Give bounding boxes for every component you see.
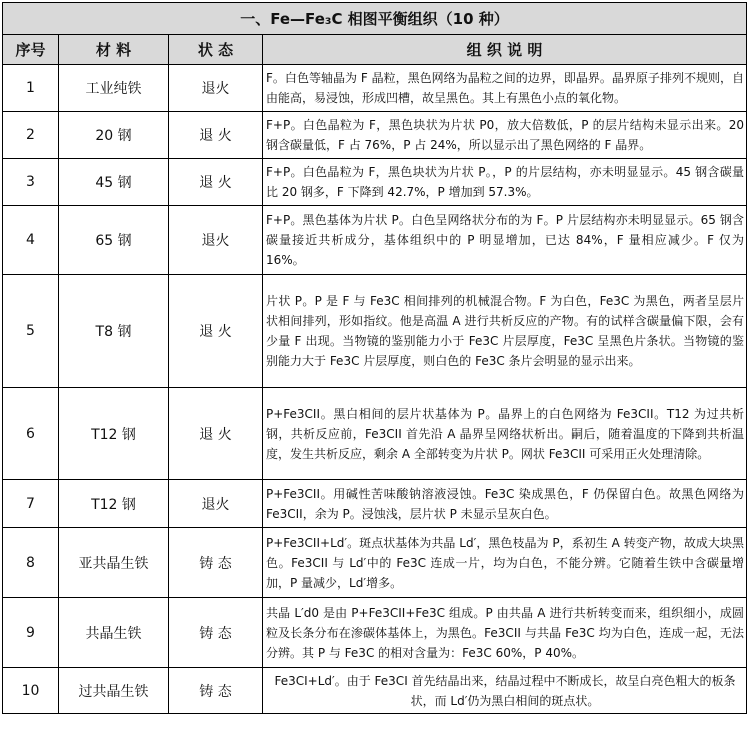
row-material: 20 钢 bbox=[59, 112, 169, 159]
row-state: 退火 bbox=[169, 480, 263, 528]
structure-table bbox=[2, 2, 747, 714]
row-number: 5 bbox=[3, 275, 59, 388]
structure-table-container bbox=[2, 2, 746, 714]
row-material: 过共晶生铁 bbox=[59, 668, 169, 714]
row-material: T12 钢 bbox=[59, 388, 169, 480]
table-row bbox=[3, 65, 747, 112]
header-state: 状 态 bbox=[169, 35, 263, 65]
row-number: 9 bbox=[3, 598, 59, 668]
row-material: 工业纯铁 bbox=[59, 65, 169, 112]
row-state: 退 火 bbox=[169, 275, 263, 388]
row-state: 铸 态 bbox=[169, 668, 263, 714]
row-state: 退 火 bbox=[169, 388, 263, 480]
row-material: 共晶生铁 bbox=[59, 598, 169, 668]
row-description: F。白色等轴晶为 F 晶粒，黑色网络为晶粒之间的边界，即晶界。晶界原子排列不规则，自由能高，易浸蚀，形成凹槽，故呈黑色。其上有黑色小点的氧化物。 bbox=[263, 65, 747, 112]
table-row bbox=[3, 159, 747, 206]
table-title: 一、Fe—Fe₃C 相图平衡组织（10 种） bbox=[3, 3, 747, 35]
row-state: 退 火 bbox=[169, 112, 263, 159]
row-description: F+P。黑色基体为片状 P。白色呈网络状分布的为 F。P 片层结构亦未明显显示。65 钢含碳量接近共析成分，基体组织中的 P 明显增加，已达 84%，F 量相应减少。F 仅为 16%。 bbox=[263, 206, 747, 275]
row-description: 共晶 L′d0 是由 P+Fe3CII+Fe3C 组成。P 由共晶 A 进行共析转变而来，组织细小，成圆粒及长条分布在渗碳体基体上，为黑色。Fe3CII 与共晶 Fe3C 均为白色，连成一起，无法分辨。其 P 与 Fe3C 的相对含量为：Fe3C 60%，P 40%。 bbox=[263, 598, 747, 668]
header-description: 组 织 说 明 bbox=[263, 35, 747, 65]
row-number: 7 bbox=[3, 480, 59, 528]
table-row bbox=[3, 598, 747, 668]
table-row bbox=[3, 668, 747, 714]
row-material: 亚共晶生铁 bbox=[59, 528, 169, 598]
table-row bbox=[3, 388, 747, 480]
table-row bbox=[3, 480, 747, 528]
header-num: 序号 bbox=[3, 35, 59, 65]
row-number: 10 bbox=[3, 668, 59, 714]
row-description: F+P。白色晶粒为 F，黑色块状为片状 P0，放大倍数低，P 的层片结构未显示出来。20 钢含碳量低，F 占 76%，P 占 24%，所以显示出了黑色网络的 F 晶界。 bbox=[263, 112, 747, 159]
row-number: 3 bbox=[3, 159, 59, 206]
row-number: 8 bbox=[3, 528, 59, 598]
title-row bbox=[3, 3, 747, 35]
row-number: 4 bbox=[3, 206, 59, 275]
row-description: P+Fe3CII。用碱性苦味酸钠溶液浸蚀。Fe3C 染成黑色，F 仍保留白色。故黑色网络为 Fe3CII，余为 P。浸蚀浅，层片状 P 未显示呈灰白色。 bbox=[263, 480, 747, 528]
row-state: 铸 态 bbox=[169, 528, 263, 598]
row-material: T8 钢 bbox=[59, 275, 169, 388]
row-description: Fe3CI+Ld′。由于 Fe3CI 首先结晶出来，结晶过程中不断成长，故呈白亮色粗大的板条状，而 Ld′仍为黑白相间的斑点状。 bbox=[263, 668, 747, 714]
row-number: 2 bbox=[3, 112, 59, 159]
row-material: 65 钢 bbox=[59, 206, 169, 275]
row-description: P+Fe3CII+Ld′。斑点状基体为共晶 Ld′，黑色枝晶为 P，系初生 A 转变产物，故成大块黑色。Fe3CII 与 Ld′中的 Fe3C 连成一片，均为白色，不能分辨。它随着生铁中含碳量增加，P 量减少，Ld′增多。 bbox=[263, 528, 747, 598]
table-row bbox=[3, 275, 747, 388]
row-description: F+P。白色晶粒为 F，黑色块状为片状 P。，P 的片层结构，亦未明显显示。45 钢含碳量比 20 钢多，F 下降到 42.7%，P 增加到 57.3%。 bbox=[263, 159, 747, 206]
row-number: 1 bbox=[3, 65, 59, 112]
row-material: 45 钢 bbox=[59, 159, 169, 206]
row-state: 退火 bbox=[169, 65, 263, 112]
table-row bbox=[3, 528, 747, 598]
row-description: P+Fe3CII。黑白相间的层片状基体为 P。晶界上的白色网络为 Fe3CII。T12 为过共析钢，共析反应前，Fe3CII 首先沿 A 晶界呈网络状析出。嗣后，随着温度的下降到共析温度，发生共析反应，剩余 A 全部转变为片状 P。网状 Fe3CII 可采用正火处理清除。 bbox=[263, 388, 747, 480]
header-material: 材 料 bbox=[59, 35, 169, 65]
table-row bbox=[3, 112, 747, 159]
row-state: 铸 态 bbox=[169, 598, 263, 668]
row-state: 退 火 bbox=[169, 159, 263, 206]
row-material: T12 钢 bbox=[59, 480, 169, 528]
row-number: 6 bbox=[3, 388, 59, 480]
header-row bbox=[3, 35, 747, 65]
table-row bbox=[3, 206, 747, 275]
row-state: 退火 bbox=[169, 206, 263, 275]
row-description: 片状 P。P 是 F 与 Fe3C 相间排列的机械混合物。F 为白色，Fe3C 为黑色，两者呈层片状相间排列，形如指纹。他是高温 A 进行共析反应的产物。有的试样含碳量偏下限，会有少量 F 出现。当物镜的鉴别能力小于 Fe3C 片层厚度，Fe3C 呈黑色片条状。当物镜的鉴别能力大于 Fe3C 片层厚度，则白色的 Fe3C 条片会明显的显示出来。 bbox=[263, 275, 747, 388]
